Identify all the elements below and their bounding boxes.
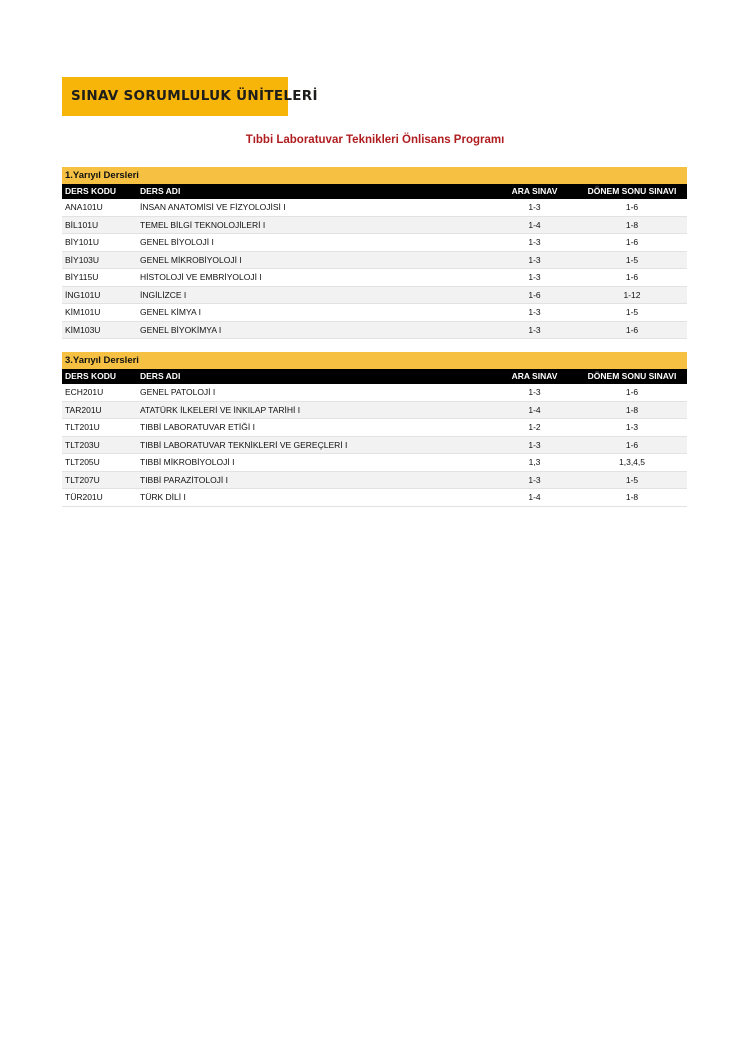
table-row <box>62 269 687 287</box>
column-header-row <box>62 369 687 384</box>
final-units: 1-8 <box>625 219 639 230</box>
midterm-units: 1-2 <box>528 422 541 432</box>
column-header-name: DERS ADI <box>140 371 181 381</box>
final-units: 1-6 <box>625 237 639 247</box>
midterm-units: 1-3 <box>528 237 541 247</box>
program-title: Tıbbi Laboratuvar Teknikleri Önlisans Programı <box>245 134 505 146</box>
final-units: 1-12 <box>623 289 641 300</box>
midterm-units: 1-3 <box>528 202 541 212</box>
midterm-units: 1-4 <box>528 492 541 502</box>
column-header-row <box>62 184 687 199</box>
course-code: BİY101U <box>65 237 100 247</box>
column-header-name: DERS ADI <box>140 186 181 196</box>
course-name: ATATÜRK İLKELERİ VE İNKILAP TARİHİ I <box>140 404 301 415</box>
section-title: 1.Yarıyıl Dersleri <box>62 167 687 184</box>
course-name: TÜRK DİLİ I <box>140 492 186 502</box>
table-row <box>62 199 687 217</box>
table-row <box>62 384 687 402</box>
column-header-code: DERS KODU <box>65 186 117 196</box>
table-row <box>62 437 687 455</box>
final-units: 1-6 <box>625 272 639 282</box>
midterm-units: 1-4 <box>528 219 541 230</box>
final-units: 1-5 <box>625 474 639 485</box>
final-units: 1-5 <box>625 307 639 317</box>
column-header-midterm: ARA SINAV <box>511 371 558 381</box>
course-name: GENEL MİKROBİYOLOJİ I <box>140 254 242 265</box>
course-code: İNG101U <box>65 289 101 300</box>
course-name: GENEL KİMYA I <box>140 307 201 317</box>
table-row <box>62 489 687 507</box>
course-name: İNSAN ANATOMİSİ VE FİZYOLOJİSİ I <box>140 202 286 212</box>
final-units: 1-8 <box>625 492 639 502</box>
course-code: BİL101U <box>65 219 99 230</box>
course-name: TIBBİ MİKROBİYOLOJİ I <box>140 457 235 467</box>
course-code: ANA101U <box>65 202 103 212</box>
course-code: BİY115U <box>65 272 99 282</box>
column-header-final: DÖNEM SONU SINAVI <box>587 186 677 196</box>
semester-3-section <box>62 352 687 507</box>
course-name: GENEL BİYOKİMYA I <box>140 324 222 335</box>
course-code: KİM101U <box>65 307 101 317</box>
column-header-code: DERS KODU <box>65 371 117 381</box>
semester-1-section <box>62 167 687 339</box>
header-banner <box>62 77 318 116</box>
table-row <box>62 454 687 472</box>
table-row <box>62 472 687 490</box>
midterm-units: 1-3 <box>528 324 541 335</box>
final-units: 1-6 <box>625 324 639 335</box>
table-row <box>62 402 687 420</box>
course-name: GENEL BİYOLOJİ I <box>140 237 214 247</box>
final-units: 1-5 <box>625 254 639 265</box>
course-code: KİM103U <box>65 324 101 335</box>
course-code: TLT203U <box>65 439 100 450</box>
table-row <box>62 304 687 322</box>
column-header-midterm: ARA SINAV <box>511 186 558 196</box>
course-name: İNGİLİZCE I <box>140 289 187 300</box>
course-name: HİSTOLOJİ VE EMBRİYOLOJİ I <box>140 272 262 282</box>
table-row <box>62 252 687 270</box>
course-code: TLT207U <box>65 474 100 485</box>
midterm-units: 1,3 <box>528 457 541 467</box>
final-units: 1,3,4,5 <box>619 457 645 467</box>
final-units: 1-6 <box>625 387 639 397</box>
table-row <box>62 322 687 340</box>
midterm-units: 1-3 <box>528 254 541 265</box>
course-name: GENEL PATOLOJİ I <box>140 387 216 397</box>
table-row <box>62 234 687 252</box>
course-code: TÜR201U <box>65 492 103 502</box>
course-name: TIBBİ LABORATUVAR ETİĞİ I <box>140 422 255 432</box>
table-row <box>62 287 687 305</box>
course-name: TIBBİ PARAZİTOLOJİ I <box>140 474 229 485</box>
midterm-units: 1-3 <box>528 439 541 450</box>
midterm-units: 1-3 <box>528 272 541 282</box>
final-units: 1-3 <box>625 422 639 432</box>
course-code: TLT205U <box>65 457 100 467</box>
midterm-units: 1-3 <box>528 474 541 485</box>
course-name: TEMEL BİLGİ TEKNOLOJİLERİ I <box>140 219 266 230</box>
final-units: 1-6 <box>625 202 639 212</box>
section-title: 3.Yarıyıl Dersleri <box>62 352 687 369</box>
midterm-units: 1-3 <box>528 307 541 317</box>
final-units: 1-6 <box>625 439 639 450</box>
final-units: 1-8 <box>625 404 639 415</box>
midterm-units: 1-3 <box>528 387 541 397</box>
course-code: ECH201U <box>65 387 104 397</box>
course-code: TLT201U <box>65 422 100 432</box>
table-row <box>62 217 687 235</box>
course-name: TIBBİ LABORATUVAR TEKNİKLERİ VE GEREÇLERİ I <box>140 439 348 450</box>
midterm-units: 1-4 <box>528 404 541 415</box>
course-code: TAR201U <box>65 404 102 415</box>
midterm-units: 1-6 <box>528 289 541 300</box>
course-code: BİY103U <box>65 254 100 265</box>
table-row <box>62 419 687 437</box>
column-header-final: DÖNEM SONU SINAVI <box>587 371 677 381</box>
banner-title: SINAV SORUMLULUK ÜNİTELERİ <box>71 88 318 104</box>
